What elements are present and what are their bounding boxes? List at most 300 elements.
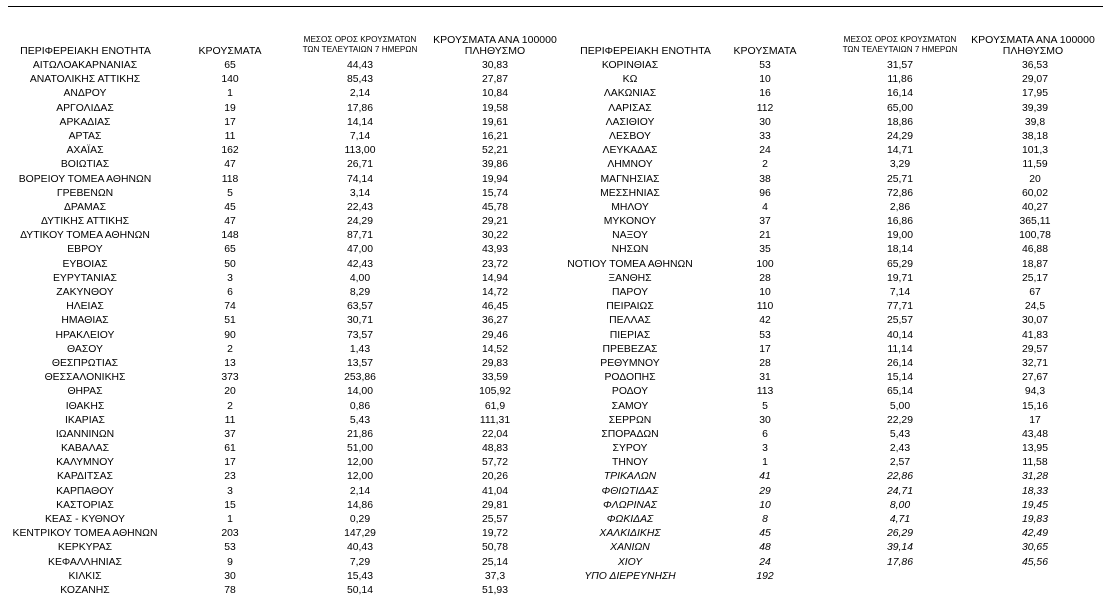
table-row [560,116,1111,130]
avg-value: 15,14 [886,372,913,384]
region-name: ΚΩ [622,74,638,86]
region-name: ΜΑΓΝΗΣΙΑΣ [600,173,660,185]
region-name: ΕΥΡΥΤΑΝΙΑΣ [53,272,117,284]
table-row [0,541,560,555]
avg-value: 26,29 [886,528,913,540]
avg-value: 26,14 [886,357,913,369]
table-row [560,272,1111,286]
per100k-value: 20 [1029,173,1041,185]
table-row [0,130,560,144]
avg-value: 147,29 [344,528,376,540]
avg-value: 31,57 [886,60,913,71]
avg-value: 21,86 [346,428,373,440]
per100k-value: 29,81 [481,499,508,511]
region-name: ΚΕΑΣ - ΚΥΘΝΟΥ [45,514,125,525]
per100k-value: 33,59 [481,372,508,384]
per100k-value: 111,31 [479,414,511,426]
cases-value: 373 [221,372,239,384]
table-row [560,371,1111,385]
cases-value: 8 [762,514,768,525]
table-row [0,556,560,570]
region-name: ΚΑΛΥΜΝΟΥ [56,457,114,469]
per100k-value: 14,72 [481,287,508,298]
cases-value: 20 [224,386,236,398]
per100k-value: 19,94 [481,173,508,185]
region-name: ΛΑΣΙΘΙΟΥ [605,116,655,128]
header-per100k-right [963,35,1103,57]
per100k-value: 27,67 [1021,372,1048,384]
cases-value: 53 [759,329,771,341]
cases-value: 30 [224,570,236,582]
per100k-value: 25,17 [1021,272,1048,284]
avg-value: 14,71 [886,145,913,157]
per100k-value: 17,95 [1021,88,1048,100]
cases-value: 17 [224,116,236,128]
cases-value: 38 [759,173,771,185]
avg-value: 30,71 [346,315,373,327]
avg-value: 5,43 [349,414,371,426]
table-row [560,144,1111,158]
cases-value: 3 [762,443,768,455]
per100k-value: 51,93 [481,584,508,596]
cases-value: 5 [227,187,233,199]
avg-value: 7,14 [349,130,371,142]
table-row [560,243,1111,257]
avg-value: 8,29 [349,287,371,298]
per100k-value: 41,83 [1021,329,1048,341]
avg-value: 22,86 [886,471,913,483]
cases-value: 50 [224,258,236,270]
table-row [0,215,560,229]
per100k-value: 13,95 [1021,443,1048,455]
table-row [560,357,1111,371]
per100k-value: 365,11 [1019,216,1051,228]
table-row [560,329,1111,343]
per100k-value: 15,74 [481,187,508,199]
per100k-value: 14,52 [481,343,508,355]
cases-value: 28 [759,357,771,369]
avg-value: 2,14 [349,88,371,100]
avg-value: 2,14 [349,485,371,497]
cases-value: 118 [221,173,239,185]
table-row [0,570,560,584]
cases-value: 1 [227,88,233,100]
region-name: ΦΛΩΡΙΝΑΣ [602,499,657,511]
table-row [0,485,560,499]
header-avg [290,35,430,55]
per100k-value: 43,93 [481,244,508,256]
avg-value: 5,43 [889,428,911,440]
table-row [560,59,1111,73]
region-name: ΑΡΓΟΛΙΔΑΣ [56,102,114,114]
table-row [560,130,1111,144]
region-name: ΣΠΟΡΑΔΩΝ [601,428,659,440]
table-row [0,314,560,328]
table-row [560,215,1111,229]
cases-value: 148 [221,230,239,242]
region-name: ΦΩΚΙΔΑΣ [606,514,654,525]
table-row [0,513,560,527]
per100k-value: 43,48 [1021,428,1048,440]
cases-value: 53 [224,542,236,554]
region-name: ΚΟΖΑΝΗΣ [60,584,110,596]
per100k-value: 29,21 [481,216,508,228]
table-row [560,570,1111,584]
table-row [560,73,1111,87]
per100k-value: 25,14 [481,556,508,568]
avg-value: 74,14 [346,173,373,185]
region-name: ΣΕΡΡΩΝ [608,414,652,426]
per100k-value: 19,45 [1021,499,1048,511]
cases-value: 33 [759,130,771,142]
table-row [560,300,1111,314]
cases-value: 10 [759,499,771,511]
header-cases: ΚΡΟΥΣΜΑΤΑ [198,45,262,57]
cases-value: 5 [762,400,768,412]
region-name: ΚΕΝΤΡΙΚΟΥ ΤΟΜΕΑ ΑΘΗΝΩΝ [12,528,158,540]
per100k-value: 30,65 [1021,542,1048,554]
cases-value: 100 [756,258,774,270]
table-row [0,343,560,357]
cases-value: 113 [756,386,774,398]
avg-value: 22,29 [886,414,913,426]
per100k-value: 11,59 [1022,159,1048,171]
region-name: ΜΗΛΟΥ [611,201,649,213]
cases-value: 16 [759,88,771,100]
header-per100k-line2: ΠΛΗΘΥΣΜΟ [464,45,526,57]
cases-value: 31 [759,372,771,384]
cases-value: 1 [227,514,233,525]
per100k-value: 22,04 [481,428,508,440]
avg-value: 24,71 [886,485,913,497]
per100k-value: 39,39 [1021,102,1048,114]
cases-value: 3 [227,272,233,284]
per100k-value: 24,5 [1024,301,1046,313]
table-row [560,158,1111,172]
per100k-value: 67 [1029,287,1041,298]
per100k-value: 105,92 [479,386,511,398]
region-name: ΚΑΣΤΟΡΙΑΣ [56,499,114,511]
cases-value: 45 [224,201,236,213]
cases-value: 10 [759,74,771,86]
region-name: ΚΑΡΠΑΘΟΥ [56,485,114,497]
region-name: ΑΡΚΑΔΙΑΣ [59,116,111,128]
region-name: ΚΙΛΚΙΣ [68,570,102,582]
region-name: ΘΗΡΑΣ [67,386,103,398]
avg-value: 113,00 [344,145,376,157]
header-avg-line2-right: ΤΩΝ ΤΕΛΕΥΤΑΙΩΝ 7 ΗΜΕΡΩΝ [842,45,958,54]
avg-value: 63,57 [346,301,373,313]
avg-value: 5,00 [889,400,911,412]
region-name: ΞΑΝΘΗΣ [608,272,652,284]
region-name: ΓΡΕΒΕΝΩΝ [56,187,114,199]
cases-value: 2 [227,400,233,412]
cases-value: 30 [759,414,771,426]
per100k-value: 46,45 [481,301,508,313]
cases-value: 41 [759,471,771,483]
per100k-value: 94,3 [1024,386,1046,398]
per100k-value: 36,27 [481,315,508,327]
avg-value: 77,71 [886,301,913,313]
region-name: ΙΘΑΚΗΣ [65,400,105,412]
avg-value: 7,29 [349,556,371,568]
per100k-value: 31,28 [1021,471,1048,483]
region-name: ΚΟΡΙΝΘΙΑΣ [601,60,659,71]
table-row [0,286,560,300]
region-name: ΛΑΡΙΣΑΣ [608,102,652,114]
per100k-value: 23,72 [481,258,508,270]
cases-value: 17 [224,457,236,469]
cases-value: 6 [762,428,768,440]
avg-value: 13,57 [346,357,373,369]
region-name: ΠΡΕΒΕΖΑΣ [602,343,658,355]
table-row [560,102,1111,116]
per100k-value: 14,94 [481,272,508,284]
region-name: ΡΟΔΟΠΗΣ [604,372,656,384]
per100k-value: 32,71 [1021,357,1048,369]
avg-value: 72,86 [886,187,913,199]
region-name: ΛΑΚΩΝΙΑΣ [603,88,657,100]
avg-value: 17,86 [346,102,373,114]
cases-value: 4 [762,201,768,213]
region-name: ΚΕΦΑΛΛΗΝΙΑΣ [48,556,122,568]
cases-value: 65 [224,60,236,71]
table-row [560,87,1111,101]
header-avg-line1-right: ΜΕΣΟΣ ΟΡΟΣ ΚΡΟΥΣΜΑΤΩΝ [843,35,957,44]
avg-value: 26,71 [346,159,373,171]
cases-value: 162 [221,145,239,157]
region-name: ΖΑΚΥΝΘΟΥ [56,287,114,298]
region-name: ΑΧΑΪΑΣ [66,145,104,157]
region-name: ΔΡΑΜΑΣ [63,201,107,213]
table-row [560,456,1111,470]
avg-value: 16,86 [886,216,913,228]
cases-value: 2 [762,159,768,171]
avg-value: 3,29 [889,159,911,171]
header-per100k-line1: ΚΡΟΥΣΜΑΤΑ ΑΝΑ 100000 [433,34,557,46]
region-name: ΕΒΡΟΥ [67,244,103,256]
avg-value: 25,71 [886,173,913,185]
table-row [0,173,560,187]
table-row [560,187,1111,201]
table-row [560,286,1111,300]
table-row [0,272,560,286]
cases-value: 11 [224,414,236,426]
region-name: ΣΥΡΟΥ [612,443,648,455]
region-name: ΣΑΜΟΥ [611,400,649,412]
region-name: ΗΛΕΙΑΣ [66,301,104,313]
cases-value: 13 [224,357,236,369]
table-row [560,314,1111,328]
table-row [560,201,1111,215]
region-name: ΚΕΡΚΥΡΑΣ [57,542,113,554]
cases-value: 37 [759,216,771,228]
per100k-value: 39,86 [481,159,508,171]
per100k-value: 30,22 [481,230,508,242]
table-row [560,229,1111,243]
per100k-value: 18,33 [1021,485,1048,497]
region-name: ΠΙΕΡΙΑΣ [609,329,651,341]
region-name: ΤΡΙΚΑΛΩΝ [603,471,657,483]
per100k-value: 29,83 [481,357,508,369]
avg-value: 19,00 [886,230,913,242]
avg-value: 4,71 [889,514,911,525]
cases-value: 51 [224,315,236,327]
region-name: ΠΕΙΡΑΙΩΣ [606,301,654,313]
per100k-value: 48,83 [481,443,508,455]
table-row [0,385,560,399]
per100k-value: 25,57 [481,514,508,525]
header-per100k-line2-right: ΠΛΗΘΥΣΜΟ [1002,45,1064,57]
table-row [560,400,1111,414]
table-row [0,357,560,371]
region-name: ΝΗΣΩΝ [611,244,649,256]
table-row [0,201,560,215]
region-name: ΝΑΞΟΥ [612,230,648,242]
avg-value: 65,00 [886,102,913,114]
region-name: ΠΕΛΛΑΣ [609,315,651,327]
table-row [0,300,560,314]
region-name: ΒΟΡΕΙΟΥ ΤΟΜΕΑ ΑΘΗΝΩΝ [18,173,152,185]
region-name: ΔΥΤΙΚΗΣ ΑΤΤΙΚΗΣ [40,216,130,228]
avg-value: 11,86 [887,74,913,86]
table-row [0,73,560,87]
per100k-value: 18,87 [1021,258,1048,270]
avg-value: 25,57 [886,315,913,327]
table-row [0,102,560,116]
region-name: ΠΑΡΟΥ [611,287,649,298]
region-name: ΕΥΒΟΙΑΣ [62,258,108,270]
table-row [0,470,560,484]
per100k-value: 60,02 [1021,187,1048,199]
avg-value: 39,14 [886,542,913,554]
region-name: ΛΗΜΝΟΥ [607,159,653,171]
avg-value: 11,14 [887,343,913,355]
avg-value: 2,86 [889,201,911,213]
cases-value: 74 [224,301,236,313]
cases-value: 35 [759,244,771,256]
avg-value: 51,00 [346,443,373,455]
header-region-right: ΠΕΡΙΦΕΡΕΙΑΚΗ ΕΝΟΤΗΤΑ [580,45,711,57]
cases-value: 110 [756,301,774,313]
per100k-value: 27,87 [481,74,508,86]
table-row [0,400,560,414]
per100k-value: 19,61 [481,116,508,128]
region-name: ΙΩΑΝΝΙΝΩΝ [55,428,115,440]
cases-value: 17 [759,343,771,355]
cases-value: 1 [762,457,768,469]
avg-value: 12,00 [346,471,373,483]
region-name: ΧΙΟΥ [617,556,643,568]
avg-value: 0,86 [349,400,371,412]
table-row [0,428,560,442]
cases-value: 11 [224,130,236,142]
avg-value: 40,43 [346,542,373,554]
region-name: ΦΘΙΩΤΙΔΑΣ [601,485,659,497]
avg-value: 253,86 [344,372,376,384]
per100k-value: 29,57 [1021,343,1048,355]
table-row [0,499,560,513]
cases-value: 112 [756,102,774,114]
region-name: ΚΑΡΔΙΤΣΑΣ [57,471,113,483]
avg-value: 44,43 [346,60,373,71]
table-row [560,513,1111,527]
region-name: ΜΥΚΟΝΟΥ [603,216,657,228]
region-name: ΤΗΝΟΥ [611,457,649,469]
region-name: ΛΕΥΚΑΔΑΣ [602,145,658,157]
table-row [560,385,1111,399]
avg-value: 14,00 [346,386,373,398]
cases-value: 30 [759,116,771,128]
cases-value: 23 [224,471,236,483]
per100k-value: 57,72 [481,457,508,469]
region-name: ΒΟΙΩΤΙΑΣ [60,159,110,171]
table-row [0,414,560,428]
avg-value: 15,43 [346,570,373,582]
table-row [560,258,1111,272]
per100k-value: 100,78 [1019,230,1051,242]
table-row [560,428,1111,442]
cases-value: 10 [759,287,771,298]
cases-value: 45 [759,528,771,540]
cases-value: 9 [227,556,233,568]
per100k-value: 10,84 [481,88,508,100]
per100k-value: 16,21 [481,130,508,142]
cases-value: 90 [224,329,236,341]
table-row [560,470,1111,484]
header-cases-right: ΚΡΟΥΣΜΑΤΑ [733,45,797,57]
table-row [0,442,560,456]
per100k-value: 101,3 [1021,145,1048,157]
table-row [560,414,1111,428]
avg-value: 14,86 [346,499,373,511]
cases-value: 192 [756,570,774,582]
avg-value: 65,14 [886,386,913,398]
cases-value: 61 [224,443,236,455]
cases-value: 140 [221,74,239,86]
cases-value: 24 [759,556,771,568]
table-row [0,59,560,73]
avg-value: 65,29 [886,258,913,270]
table-row [560,556,1111,570]
table-row [0,187,560,201]
table-row [560,541,1111,555]
header-avg-right [830,35,970,55]
cases-value: 15 [224,499,236,511]
per100k-value: 45,78 [481,201,508,213]
table-row [0,229,560,243]
avg-value: 40,14 [886,329,913,341]
per100k-value: 50,78 [481,542,508,554]
cases-value: 28 [759,272,771,284]
table-row [0,584,560,598]
region-name: ΧΑΛΚΙΔΙΚΗΣ [599,528,661,540]
avg-value: 22,43 [346,201,373,213]
cases-value: 24 [759,145,771,157]
avg-value: 85,43 [346,74,373,86]
table-row [0,258,560,272]
per100k-value: 61,9 [484,400,506,412]
cases-value: 21 [759,230,771,242]
cases-value: 47 [224,216,236,228]
avg-value: 73,57 [346,329,373,341]
region-name: ΘΕΣΣΑΛΟΝΙΚΗΣ [44,372,126,384]
per100k-value: 19,83 [1021,514,1048,525]
per100k-value: 17 [1029,414,1041,426]
per100k-value: 30,83 [481,60,508,71]
cases-value: 3 [227,485,233,497]
avg-value: 17,86 [886,556,913,568]
